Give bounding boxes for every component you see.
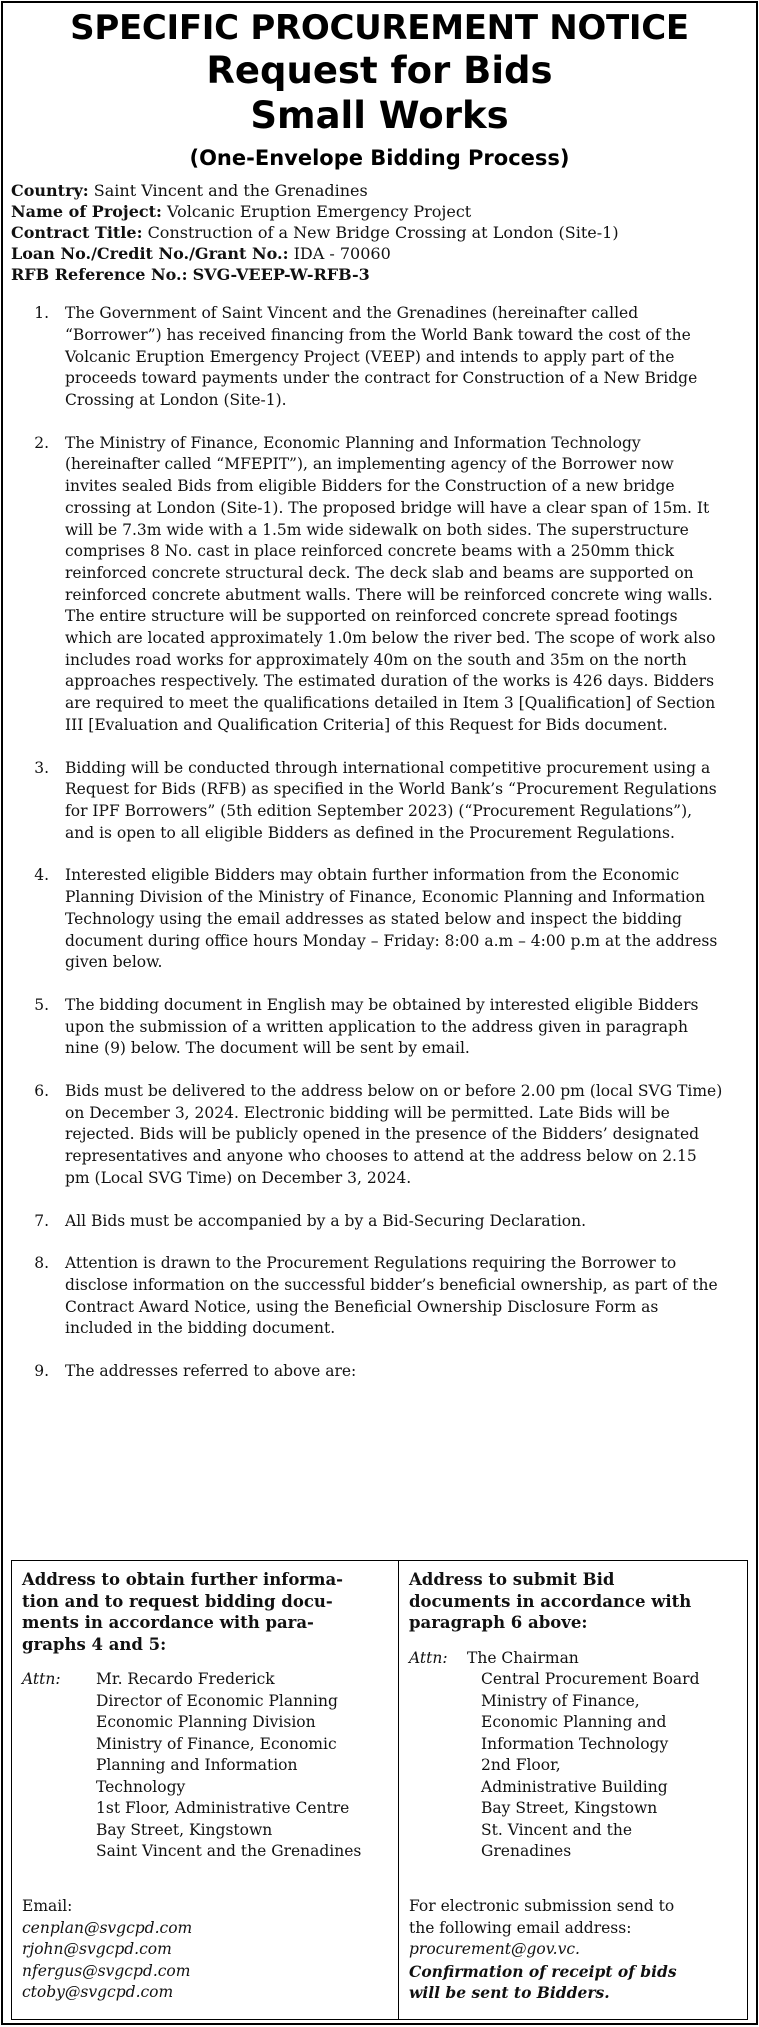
- detail-contract-title: Contract Title: Construction of a New Bridge Crossing at London (Site-1): [11, 223, 619, 243]
- detail-loan-number: Loan No./Credit No./Grant No.: IDA - 70060: [11, 244, 391, 264]
- detail-country: Country: Saint Vincent and the Grenadines: [11, 181, 368, 201]
- confirmation-note: Confirmation of receipt of bids will be sent to Bidders.: [409, 1961, 677, 2002]
- paragraph-9: 9. The addresses referred to above are:: [34, 1362, 357, 1381]
- bid-submission-address-lines: The Chairman Central Procurement Board Ministry of Finance, Economic Planning and Information Technology 2nd Floor, Administrative Building Bay Street, Kingstown St. Vincent and the Grenadines: [467, 1648, 700, 1860]
- address-further-info: [12, 1561, 399, 2019]
- address-bid-submission: [399, 1561, 747, 2019]
- email-link[interactable]: rjohn@svgcpd.com: [22, 1940, 172, 1958]
- email-link[interactable]: nfergus@svgcpd.com: [22, 1961, 191, 1980]
- electronic-submission: For electronic submission send to the following email address: procurement@gov.vc. Confirmation of receipt of bids will be sent to Bidders.: [409, 1896, 739, 2004]
- paragraph-7: 7. All Bids must be accompanied by a by a Bid-Securing Declaration.: [34, 1211, 587, 1230]
- procurement-email-link[interactable]: procurement@gov.vc.: [409, 1940, 580, 1958]
- notice-subtitle-2: Small Works: [250, 94, 509, 138]
- bid-submission-attn: Attn: The Chairman Central Procurement Board Ministry of Finance, Economic Planning and Information Technology 2nd Floor, Administrative Building Bay Street, Kingstown St. Vincent and the Grenadines: [409, 1648, 737, 1863]
- email-link[interactable]: ctoby@svgcpd.com: [22, 1983, 174, 2001]
- detail-rfb-reference: RFB Reference No.: SVG-VEEP-W-RFB-3: [11, 265, 370, 285]
- paragraph-6: 6. Bids must be delivered to the address below on or before 2.00 pm (local SVG Time) on December 3, 2024. Electronic bidding will be permitted. Late Bids will be rejected. Bids will be publicly opened in the presence of the Bidders’ designated representatives and anyone who chooses to attend at the address below on 2.15 pm (Local SVG Time) on December 3, 2024.: [34, 1082, 723, 1187]
- detail-project: Name of Project: Volcanic Eruption Emergency Project: [11, 202, 472, 222]
- paragraph-8: 8. Attention is drawn to the Procurement Regulations requiring the Borrower to disclose information on the successful bidder’s beneficial ownership, as part of the Contract Award Notice, using the Beneficial Ownership Disclosure Form as included in the bidding document.: [34, 1254, 718, 1338]
- paragraph-5: 5. The bidding document in English may be obtained by interested eligible Bidders upon the submission of a written application to the address given in paragraph nine (9) below. The document will be sent by email.: [34, 995, 699, 1058]
- notice-title: SPECIFIC PROCUREMENT NOTICE: [70, 8, 689, 48]
- paragraph-4: 4. Interested eligible Bidders may obtain further information from the Economic Planning Division of the Ministry of Finance, Economic Planning and Information Technology using the email addresses as stated below and inspect the bidding document during office hours Monday – Friday: 8:00 a.m – 4:00 p.m at the address given below.: [34, 866, 718, 972]
- address-table: [11, 1560, 748, 2020]
- further-info-attn: Attn: Mr. Recardo Frederick Director of Economic Planning Economic Planning Division Ministry of Finance, Economic Planning and Information Technology 1st Floor, Administrative Centre Bay Street, Kingstown Saint Vincent and the Grenadines: [22, 1669, 388, 1863]
- further-info-address-lines: Mr. Recardo Frederick Director of Economic Planning Economic Planning Division Ministry of Finance, Economic Planning and Information Technology 1st Floor, Administrative Centre Bay Street, Kingstown Saint Vincent and the Grenadines: [96, 1670, 362, 1860]
- notice-page: [1, 1, 758, 2025]
- bidding-process: (One-Envelope Bidding Process): [189, 146, 570, 171]
- email-link[interactable]: cenplan@svgcpd.com: [22, 1918, 193, 1937]
- paragraph-2: 2. The Ministry of Finance, Economic Planning and Information Technology (hereinafter called “MFEPIT”), an implementing agency of the Borrower now invites sealed Bids from eligible Bidders for the Construction of a new bridge crossing at London (Site-1). The proposed bridge will have a clear span of 15m. It will be 7.3m wide with a 1.5m wide sidewalk on both sides. The superstructure comprises 8 No. cast in place reinforced concrete beams with a 250mm thick reinforced concrete structural deck. The deck slab and beams are supported on reinforced concrete abutment walls. There will be reinforced concrete wing walls. The entire structure will be supported on reinforced concrete spread footings which are located approximately 1.0m below the river bed. The scope of work also includes road works for approximately 40m on the south and 35m on the north approaches respectively. The estimated duration of the works is 426 days. Bidders are required to meet the qualifications detailed in Item 3 [Qualification] of Section III [Evaluation and Qualification Criteria] of this Request for Bids document.: [34, 433, 716, 734]
- contract-details: [11, 180, 756, 285]
- email-list: Email: cenplan@svgcpd.com rjohn@svgcpd.com nfergus@svgcpd.com ctoby@svgcpd.com: [22, 1896, 192, 2004]
- paragraph-3: 3. Bidding will be conducted through international competitive procurement using a Request for Bids (RFB) as specified in the World Bank’s “Procurement Regulations for IPF Borrowers” (5th edition September 2023) (“Procurement Regulations”), and is open to all eligible Bidders as defined in the Procurement Regulations.: [34, 758, 717, 842]
- notice-subtitle-1: Request for Bids: [206, 49, 553, 93]
- notice-paragraphs: [3, 303, 756, 1383]
- bid-submission-heading: Address to submit Bid documents in accordance with paragraph 6 above:: [409, 1570, 692, 1632]
- further-info-heading: Address to obtain further informa- tion and to request bidding docu- ments in accordance with para- graphs 4 and 5:: [22, 1570, 344, 1654]
- paragraph-1: 1. The Government of Saint Vincent and the Grenadines (hereinafter called “Borrower”) has received financing from the World Bank toward the cost of the Volcanic Eruption Emergency Project (VEEP) and intends to apply part of the proceeds toward payments under the contract for Construction of a New Bridge Crossing at London (Site-1).: [34, 304, 698, 410]
